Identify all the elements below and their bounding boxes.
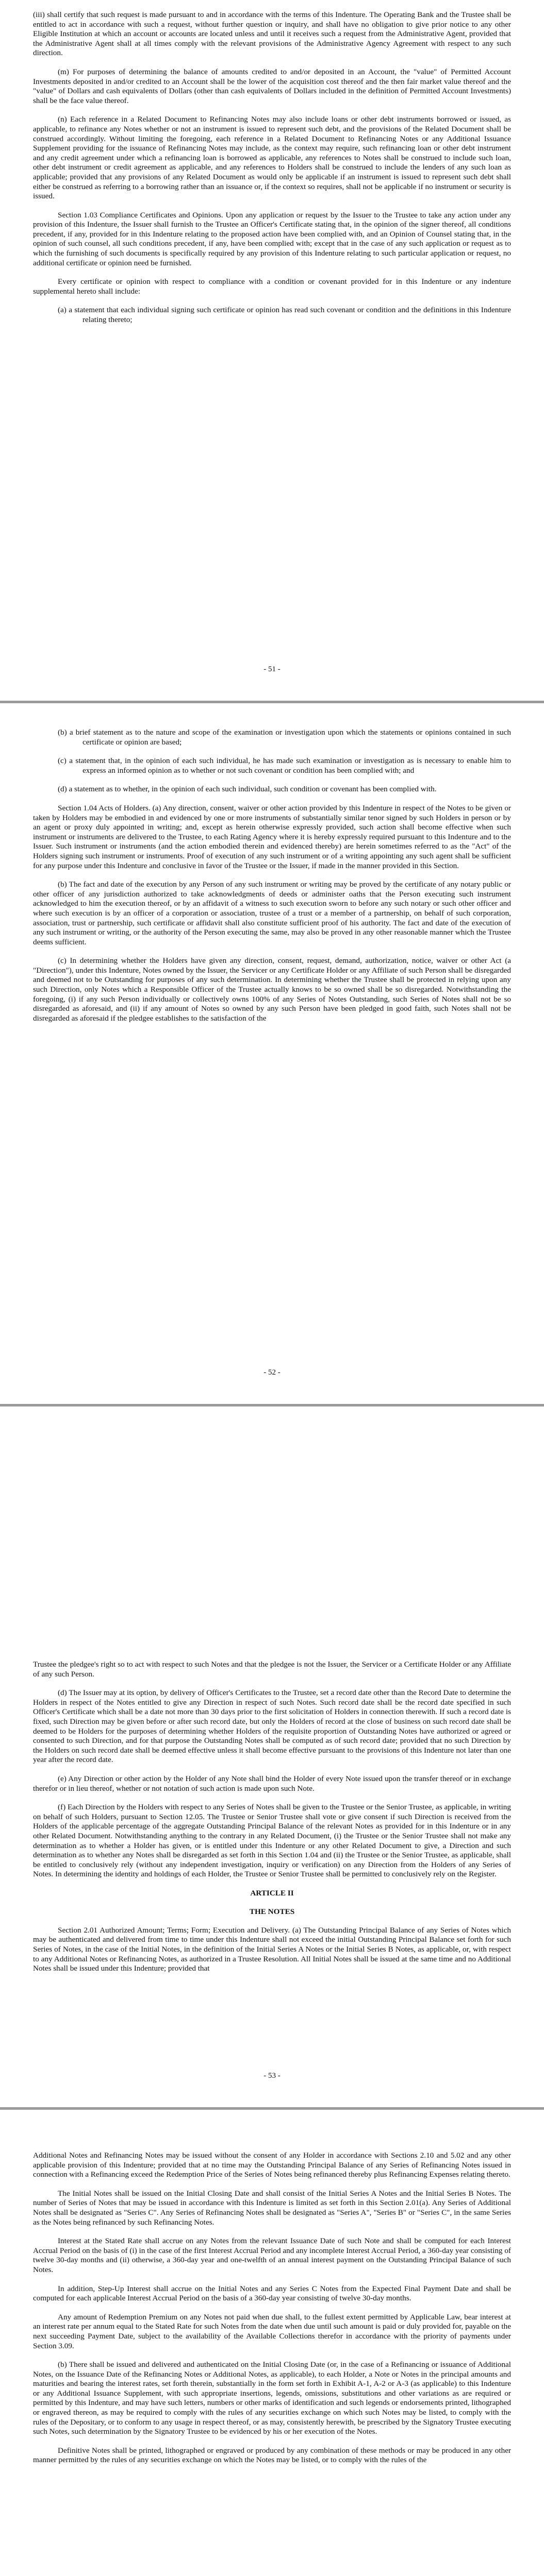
section-1-03: Section 1.03 Compliance Certificates and Opinions. Upon any application or request by the Issuer to the Trustee to take any action under any provision of this Indenture, the Issuer shall furnish to the Trustee an Officer's Certificate stating that, in the opinion of the signer thereof, all conditions precedent, if any, provided for in this Indenture relating to the proposed action have been complied with, and an Opinion of Counsel stating that, in the opinion of such counsel, all such conditions precedent, if any, have been complied with; except that in the case of any such application or request as to which the furnishing of such documents is specifically required by any provision of this Indenture relating to such particular application or request, no additional certificate or opinion need be furnished. [33,210,511,267]
paragraph: The Initial Notes shall be issued on the Initial Closing Date and shall consist of the Initial Series A Notes and the Initial Series B Notes. The number of Series of Notes that may be issued in accordance with this Indenture is limited as set forth in this Section 2.01(a). Any Series of Additional Notes shall be designated as "Series C". Any Series of Refinancing Notes shall be designated as "Series A", "Series B" or "Series C", in the same Series as the Notes being refinanced by such Refinancing Notes. [33,2189,511,2227]
paragraph: Every certificate or opinion with respect to compliance with a condition or covenant provided for in this Indenture or any indenture supplemental hereto shall include: [33,277,511,296]
page-53 [0,1406,544,2107]
paragraph: (iii) shall certify that such request is made pursuant to and in accordance with the terms of this Indenture. The Operating Bank and the Trustee shall be entitled to act in accordance with such a request, without further question or inquiry, and shall have no obligation to give prior notice to any other Eligible Institution at which an account or accounts are located unless and until it receives such a request from the Administrative Agent, provided that the Administrative Agent shall at all times comply with the relevant provisions of the Administrative Agency Agreement with respect to any such direction. [33,10,511,58]
paragraph: Any amount of Redemption Premium on any Notes not paid when due shall, to the fullest extent permitted by Applicable Law, bear interest at an interest rate per annum equal to the Stated Rate for such Notes from the date when due until such amount is paid or duly provided for, payable on the next succeeding Payment Date, subject to the availability of the Available Collections therefor in accordance with the priority of payments under Section 3.09. [33,2312,511,2350]
list-item: (b) a brief statement as to the nature and scope of the examination or investigation upon which the statements or opinions contained in such certificate or opinion are based; [58,728,511,747]
paragraph: (m) For purposes of determining the balance of amounts credited to and/or deposited in an Account, the "value" of Permitted Account Investments deposited in and/or credited to an Account shall be the lower of the acquisition cost thereof and the then fair market value thereof and the "value" of Dollars and cash equivalents of Dollars (other than cash equivalents of Dollars included in the definition of Permitted Account Investments) shall be the face value thereof. [33,67,511,105]
page-54 [0,2110,544,2576]
paragraph: (d) The Issuer may at its option, by delivery of Officer's Certificates to the Trustee, set a record date other than the Record Date to determine the Holders in respect of the Notes entitled to give any Direction in respect of such Notes. Such record date shall be the record date specified in such Officer's Certificate which shall be a date not more than 30 days prior to the first solicitation of Holders in connection therewith. If such a record date is fixed, such Direction may be given before or after such record date, but only the Holders of record at the close of business on such record date shall be deemed to be Holders for the purposes of determining whether Holders of the requisite proportion of Outstanding Notes have authorized or agreed or consented to such Direction, and for that purpose the Outstanding Notes shall be computed as of such record date; provided that no such Direction by the Holders on such record date shall be deemed effective unless it shall become effective pursuant to the provisions of this Indenture not later than one year after the record date. [33,1688,511,1765]
paragraph: Definitive Notes shall be printed, lithographed or engraved or produced by any combination of these methods or may be produced in any other manner permitted by the rules of any securities exchange on which the Notes may be listed, or to comply with the rules of the [33,2446,511,2465]
paragraph: Additional Notes and Refinancing Notes may be issued without the consent of any Holder in accordance with Sections 2.10 and 5.02 and any other applicable provision of this Indenture; provided that at no time may the Outstanding Principal Balance of any Series of Refinancing Notes issued in connection with a Refinancing exceed the Redemption Price of the Series of Notes being refinanced thereby plus Refinancing Expenses relating thereto. [33,2151,511,2179]
list-item: (c) a statement that, in the opinion of each such individual, he has made such examination or investigation as is necessary to enable him to express an informed opinion as to whether or not such covenant or condition has been complied with; and [58,756,511,775]
paragraph: In addition, Step-Up Interest shall accrue on the Initial Notes and any Series C Notes from the Expected Final Payment Date and shall be computed for each applicable Interest Accrual Period on the basis of a 360-day year consisting of twelve 30-day months. [33,2284,511,2303]
article-heading: ARTICLE II [250,1888,294,1897]
paragraph: (n) Each reference in a Related Document to Refinancing Notes may also include loans or other debt instruments borrowed or issued, as applicable, to refinance any Notes whether or not an instrument is issued to represent such debt, and the provisions of the Related Document shall be construed accordingly. Without limiting the foregoing, each reference in a Related Document to Refinancing Notes or any Additional Issuance Supplement providing for the issuance of Refinancing Notes may include, as the context may require, such refinancing loan or other debt instrument and any credit agreement under which a refinancing loan is borrowed as applicable, any references to Notes shall be construed to include such loan, other debt instrument or credit agreement as applicable, and any references to Holders shall be construed to include the lenders of any such loan as applicable; provided that any provisions of any Related Document as would only be applicable if an instrument is issued to represent such debt shall either be construed as referring to a borrowing rather than an issuance or, if the context so requires, shall not be applicable if no instrument or security is issued. [33,115,511,201]
article-title: THE NOTES [249,1907,295,1916]
paragraph: (e) Any Direction or other action by the Holder of any Note shall bind the Holder of every Note issued upon the transfer thereof or in exchange therefor or in lieu thereof, whether or not notation of such action is made upon such Note. [33,1774,511,1793]
page-number: - 51 - [263,665,281,673]
paragraph: Interest at the Stated Rate shall accrue on any Notes from the relevant Issuance Date of such Note and shall be computed for each Interest Accrual Period on the basis of (i) in the case of the first Interest Accrual Period and any incomplete Interest Accrual Period, a 360-day year consisting of twelve 30-day months and (ii) otherwise, a 360-day year and one-twelfth of an annual interest payment on the Outstanding Principal Balance of such Notes. [33,2236,511,2274]
paragraph: (b) There shall be issued and delivered and authenticated on the Initial Closing Date (or, in the case of a Refinancing or issuance of Additional Notes, on the Issuance Date of the Refinancing Notes or Additional Notes, as applicable), to each Holder, a Note or Notes in the principal amounts and maturities and bearing the interest rates, set forth therein, substantially in the form set forth in Exhibit A-1, A-2 or A-3 (as applicable) to this Indenture or any Additional Issuance Supplement, with such appropriate insertions, legends, omissions, substitutions and other variations as are required or permitted by this Indenture, and may have such letters, numbers or other marks of identification and such legends or endorsements printed, lithographed or engraved thereon, as may be required to comply with the rules of any securities exchange on which such Notes may be listed, to comply with the rules of the Depositary, or to conform to any usage in respect thereof, or as may, consistently herewith, be prescribed by the Signatory Trustee executing such Notes, such determination by the Signatory Trustee to be evidenced by his or her execution of the Notes. [33,2360,511,2436]
page-number: - 52 - [263,1368,281,1377]
paragraph: (f) Each Direction by the Holders with respect to any Series of Notes shall be given to the Trustee or the Senior Trustee, as applicable, in writing on behalf of such Holders, pursuant to Section 12.05. The Trustee or Senior Trustee shall vote or give consent if such Direction is received from the Holders of the applicable percentage of the aggregate Outstanding Principal Balance of the relevant Notes as provided for in this Indenture or in any other Related Document. Notwithstanding anything to the contrary in any Related Document, (i) the Trustee or the Senior Trustee shall not make any determination as to whether a Holder has given, or is entitled under this Indenture or any other Related Document to give, a Direction and such determination as to whether any Notes shall be disregarded as set forth in this Section 1.04 and (ii) the Trustee or the Senior Trustee, as applicable, shall be entitled to conclusively rely (without any independent investigation, inquiry or verification) on any Direction from the Holders of any Series of Notes. In determining the identity and holdings of each Holder, the Trustee or Senior Trustee shall be permitted to conclusively rely on the Register. [33,1803,511,1879]
paragraph: Trustee the pledgee's right so to act with respect to such Notes and that the pledgee is not the Issuer, the Servicer or a Certificate Holder or any Affiliate of any such Person. [33,1660,511,1679]
section-1-04: Section 1.04 Acts of Holders. (a) Any direction, consent, waiver or other action provided by this Indenture in respect of the Notes to be given or taken by Holders may be embodied in and evidenced by one or more instruments of substantially similar tenor signed by such Holders in person or by an agent or proxy duly appointed in writing; and, except as herein otherwise expressly provided, such action shall become effective when such instrument or instruments are delivered to the Trustee, to each Rating Agency where it is hereby expressly required pursuant to this Indenture and to the Issuer. Such instrument or instruments (and the action embodied therein and evidenced thereby) are herein sometimes referred to as the "Act" of the Holders signing such instrument or instruments. Proof of execution of any such instrument or of a writing appointing any such agent shall be sufficient for any purpose under this Indenture and conclusive in favor of the Trustee or the Issuer, if made in the manner provided in this Section. [33,803,511,870]
list-item: (d) a statement as to whether, in the opinion of each such individual, such condition or covenant has been complied with. [58,785,437,794]
section-2-01: Section 2.01 Authorized Amount; Terms; Form; Execution and Delivery. (a) The Outstanding Principal Balance of any Series of Notes which may be authenticated and delivered from time to time under this Indenture shall not exceed the initial Outstanding Principal Balance set forth for such Series of Notes, in the case of the Initial Notes, in the definition of the Initial Series A Notes or the Initial Series B Notes, as applicable, or, with respect to any Additional Notes or Refinancing Notes, as authorized in a Trustee Resolution. All Initial Notes shall be issued at the same time and no Additional Notes shall be issued under this Indenture; provided that [33,1925,511,1973]
page-52 [0,703,544,1404]
paragraph: (c) In determining whether the Holders have given any direction, consent, request, demand, authorization, notice, waiver or other Act (a "Direction"), under this Indenture, Notes owned by the Issuer, the Servicer or any Certificate Holder or any Affiliate of such Person shall be disregarded and deemed not to be Outstanding for purposes of any such determination. In determining whether the Trustee shall be protected in relying upon any such Direction, only Notes which a Responsible Officer of the Trustee actually knows to be so owned shall be so disregarded. Notwithstanding the foregoing, (i) if any such Person individually or collectively owns 100% of any Series of Notes Outstanding, such Series of Notes shall not be so disregarded as aforesaid, and (ii) if any amount of Notes so owned by any such Person have been pledged in good faith, such Notes shall not be disregarded as aforesaid if the pledgee establishes to the satisfaction of the [33,956,511,1023]
list-item: (a) a statement that each individual signing such certificate or opinion has read such covenant or condition and the definitions in this Indenture relating thereto; [58,306,511,325]
page-51 [0,0,544,701]
page-number: - 53 - [263,2072,281,2080]
paragraph: (b) The fact and date of the execution by any Person of any such instrument or writing may be proved by the certificate of any notary public or other officer of any jurisdiction authorized to take acknowledgments of deeds or administer oaths that the Person executing such instrument acknowledged to him the execution thereof, or by an affidavit of a witness to such execution sworn to before any such notary or such other officer and where such execution is by an officer of a corporation or association, trustee of a trust or a member of a partnership, on behalf of such corporation, association, trust or partnership, such certificate or affidavit shall also constitute sufficient proof of his authority. The fact and date of the execution of any such instrument or writing, or the authority of the Person executing the same, may also be proved in any other reasonable manner which the Trustee deems sufficient. [33,880,511,946]
